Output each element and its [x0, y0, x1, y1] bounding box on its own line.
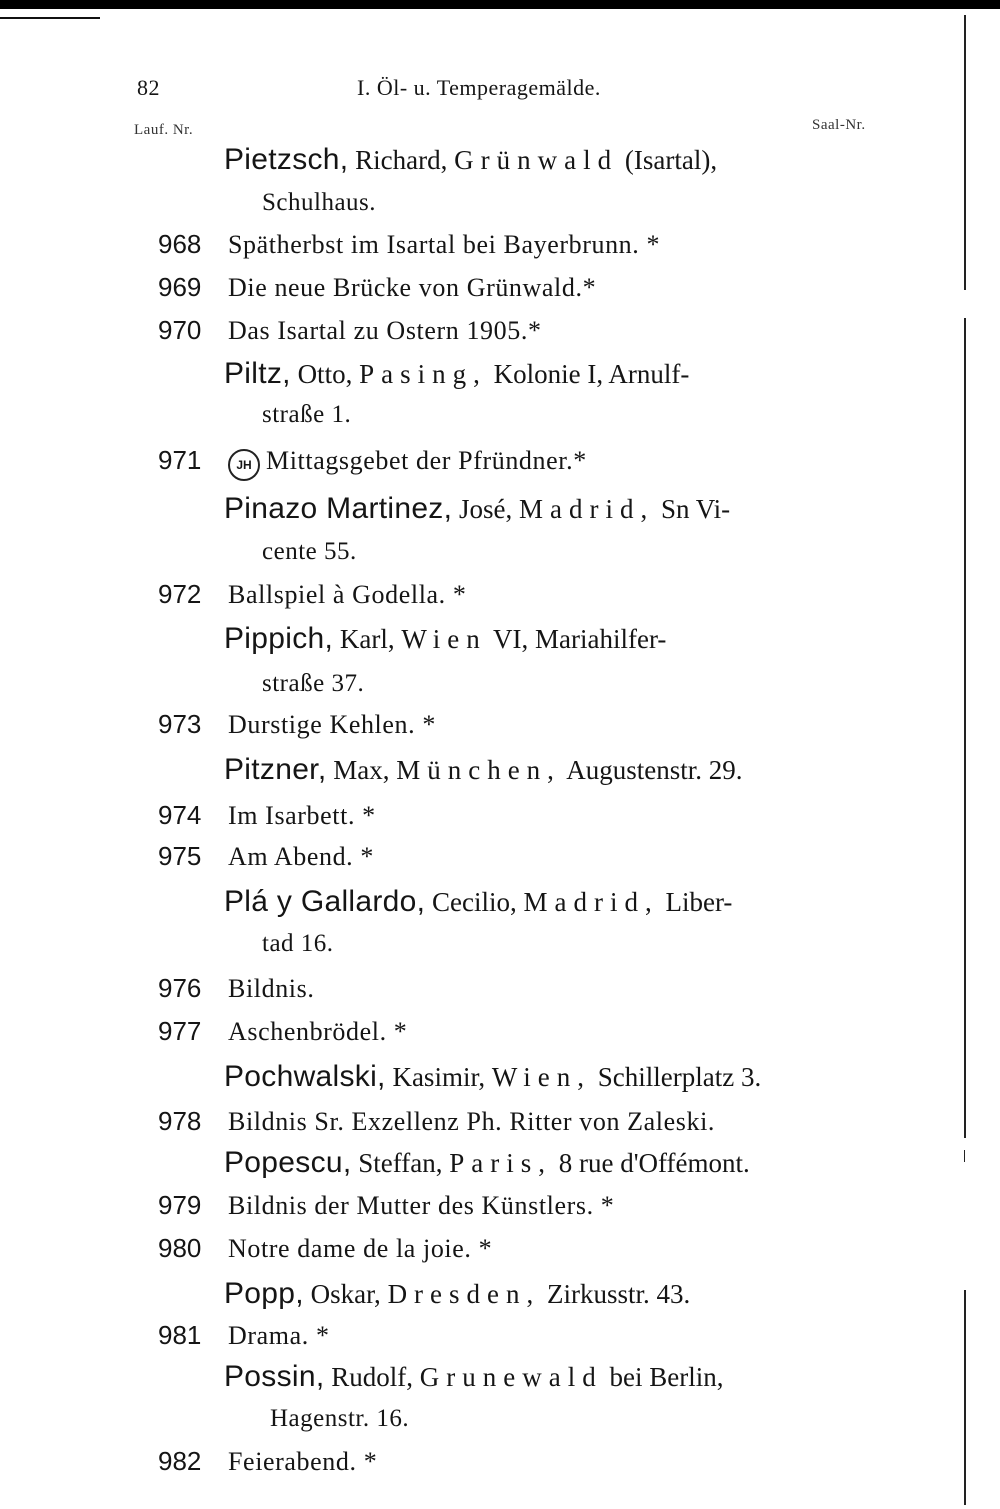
artist-city: Wien [401, 624, 487, 654]
entry-title: Durstige Kehlen. * [228, 710, 436, 739]
entry-number: 969 [158, 272, 202, 302]
entry-title: Aschenbrödel. * [228, 1017, 408, 1046]
artist-first-name: Max, [333, 755, 390, 785]
artist-address-continued: straße 1. [262, 401, 352, 428]
artist-city: Madrid, [518, 494, 655, 524]
artist-address-continued: straße 37. [262, 670, 365, 697]
artist-name: Possin, [224, 1360, 325, 1393]
right-margin-rule [964, 318, 966, 1138]
running-head: I. Öl- u. Temperagemälde. [357, 75, 601, 100]
catalog-entry [158, 973, 314, 1004]
artist-city: Paris, [449, 1148, 552, 1178]
catalog-entry [158, 315, 542, 346]
artist-city: Pasing, [359, 359, 487, 389]
catalog-entry [158, 709, 436, 740]
entry-number: 968 [158, 229, 202, 259]
catalog-entry [158, 800, 376, 831]
artist-name: Pippich, [224, 622, 334, 655]
top-border [0, 0, 1000, 9]
artist-heading [224, 1360, 723, 1394]
artist-heading [224, 622, 666, 656]
artist-name: Plá y Gallardo, [224, 885, 426, 918]
artist-address: 8 rue d'Offémont. [558, 1148, 750, 1178]
artist-heading [224, 492, 730, 526]
artist-heading [224, 1146, 750, 1180]
entry-number: 975 [158, 841, 202, 871]
right-margin-tick [964, 1150, 965, 1162]
entry-number: 971 [158, 445, 202, 475]
catalog-entry [158, 445, 587, 481]
artist-heading [224, 357, 689, 391]
jury-badge-icon: JH [228, 449, 260, 481]
artist-heading [224, 885, 732, 919]
artist-first-name: Otto, [297, 359, 353, 389]
artist-heading [224, 143, 717, 177]
artist-first-name: Steffan, [358, 1148, 443, 1178]
entry-title: Im Isarbett. * [228, 801, 376, 830]
page-number: 82 [137, 75, 160, 100]
artist-first-name: Cecilio, [432, 887, 517, 917]
catalog-entry [158, 1016, 407, 1047]
catalog-entry [158, 272, 596, 303]
catalog-entry [158, 1190, 614, 1221]
top-border-line [0, 17, 100, 19]
artist-address-continued: Hagenstr. 16. [270, 1405, 410, 1432]
catalog-entry [158, 579, 466, 610]
right-margin-rule [964, 1290, 966, 1505]
artist-city: Dresden, [387, 1279, 541, 1309]
artist-heading [224, 1060, 761, 1094]
artist-address: (Isartal), [624, 145, 718, 175]
artist-name: Pochwalski, [224, 1060, 386, 1093]
entry-number: 982 [158, 1446, 202, 1476]
catalog-entry [158, 1233, 492, 1264]
entry-title: Spätherbst im Isartal bei Bayerbrunn. * [228, 230, 661, 259]
entry-title: Ballspiel à Godella. * [228, 580, 467, 609]
artist-heading [224, 1277, 690, 1311]
entry-number: 977 [158, 1016, 202, 1046]
entry-title: Das Isartal zu Ostern 1905.* [228, 316, 542, 345]
artist-first-name: Rudolf, [331, 1362, 413, 1392]
artist-first-name: Karl, [339, 624, 395, 654]
entry-title: Bildnis der Mutter des Künstlers. * [228, 1191, 615, 1220]
artist-address: Augustenstr. 29. [566, 755, 743, 785]
artist-name: Popp, [224, 1277, 304, 1310]
artist-address: Zirkusstr. 43. [547, 1279, 691, 1309]
entry-number: 979 [158, 1190, 202, 1220]
column-header-right: Saal-Nr. [812, 117, 866, 133]
entry-title: Feierabend. * [228, 1447, 378, 1476]
artist-city: Madrid, [523, 887, 659, 917]
artist-address: bei Berlin, [609, 1362, 724, 1392]
artist-first-name: José, [458, 494, 513, 524]
entry-number: 981 [158, 1320, 202, 1350]
entry-title: Drama. * [228, 1321, 330, 1350]
entry-title: Bildnis Sr. Exzellenz Ph. Ritter von Zaleski. [228, 1107, 716, 1136]
entry-number: 974 [158, 800, 202, 830]
artist-heading [224, 753, 742, 787]
artist-address: Sn Vi- [660, 494, 731, 524]
entry-title: Bildnis. [228, 974, 315, 1003]
entry-number: 980 [158, 1233, 202, 1263]
artist-first-name: Kasimir, [392, 1062, 486, 1092]
entry-title: Die neue Brücke von Grünwald.* [228, 273, 597, 302]
artist-address-continued: Schulhaus. [262, 189, 377, 216]
artist-city: München, [396, 755, 561, 785]
artist-name: Pietzsch, [224, 143, 349, 176]
artist-name: Pitzner, [224, 753, 327, 786]
artist-city: Grunewald [419, 1362, 603, 1392]
catalog-entry [158, 1106, 715, 1137]
entry-number: 976 [158, 973, 202, 1003]
entry-number: 973 [158, 709, 202, 739]
catalog-entry [158, 1446, 377, 1477]
entry-title: Am Abend. * [228, 842, 374, 871]
artist-name: Popescu, [224, 1146, 352, 1179]
column-header-left: Lauf. Nr. [134, 122, 194, 138]
artist-address: VI, Mariahilfer- [493, 624, 667, 654]
artist-name: Piltz, [224, 357, 291, 390]
artist-first-name: Richard, [355, 145, 448, 175]
entry-title: Notre dame de la joie. * [228, 1234, 493, 1263]
artist-address: Kolonie I, Arnulf- [493, 359, 690, 389]
artist-address: Liber- [665, 887, 733, 917]
artist-city: Grünwald [454, 145, 619, 175]
catalog-entry [158, 841, 374, 872]
artist-address-continued: tad 16. [262, 930, 334, 957]
right-margin-rule [964, 15, 966, 290]
artist-address-continued: cente 55. [262, 538, 357, 565]
entry-number: 970 [158, 315, 202, 345]
artist-name: Pinazo Martinez, [224, 492, 453, 525]
catalog-entry [158, 1320, 330, 1351]
artist-city: Wien, [491, 1062, 591, 1092]
catalog-entry [158, 229, 660, 260]
artist-address: Schillerplatz 3. [597, 1062, 762, 1092]
artist-first-name: Oskar, [310, 1279, 381, 1309]
entry-title: Mittagsgebet der Pfründner.* [266, 446, 587, 475]
entry-number: 972 [158, 579, 202, 609]
entry-number: 978 [158, 1106, 202, 1136]
